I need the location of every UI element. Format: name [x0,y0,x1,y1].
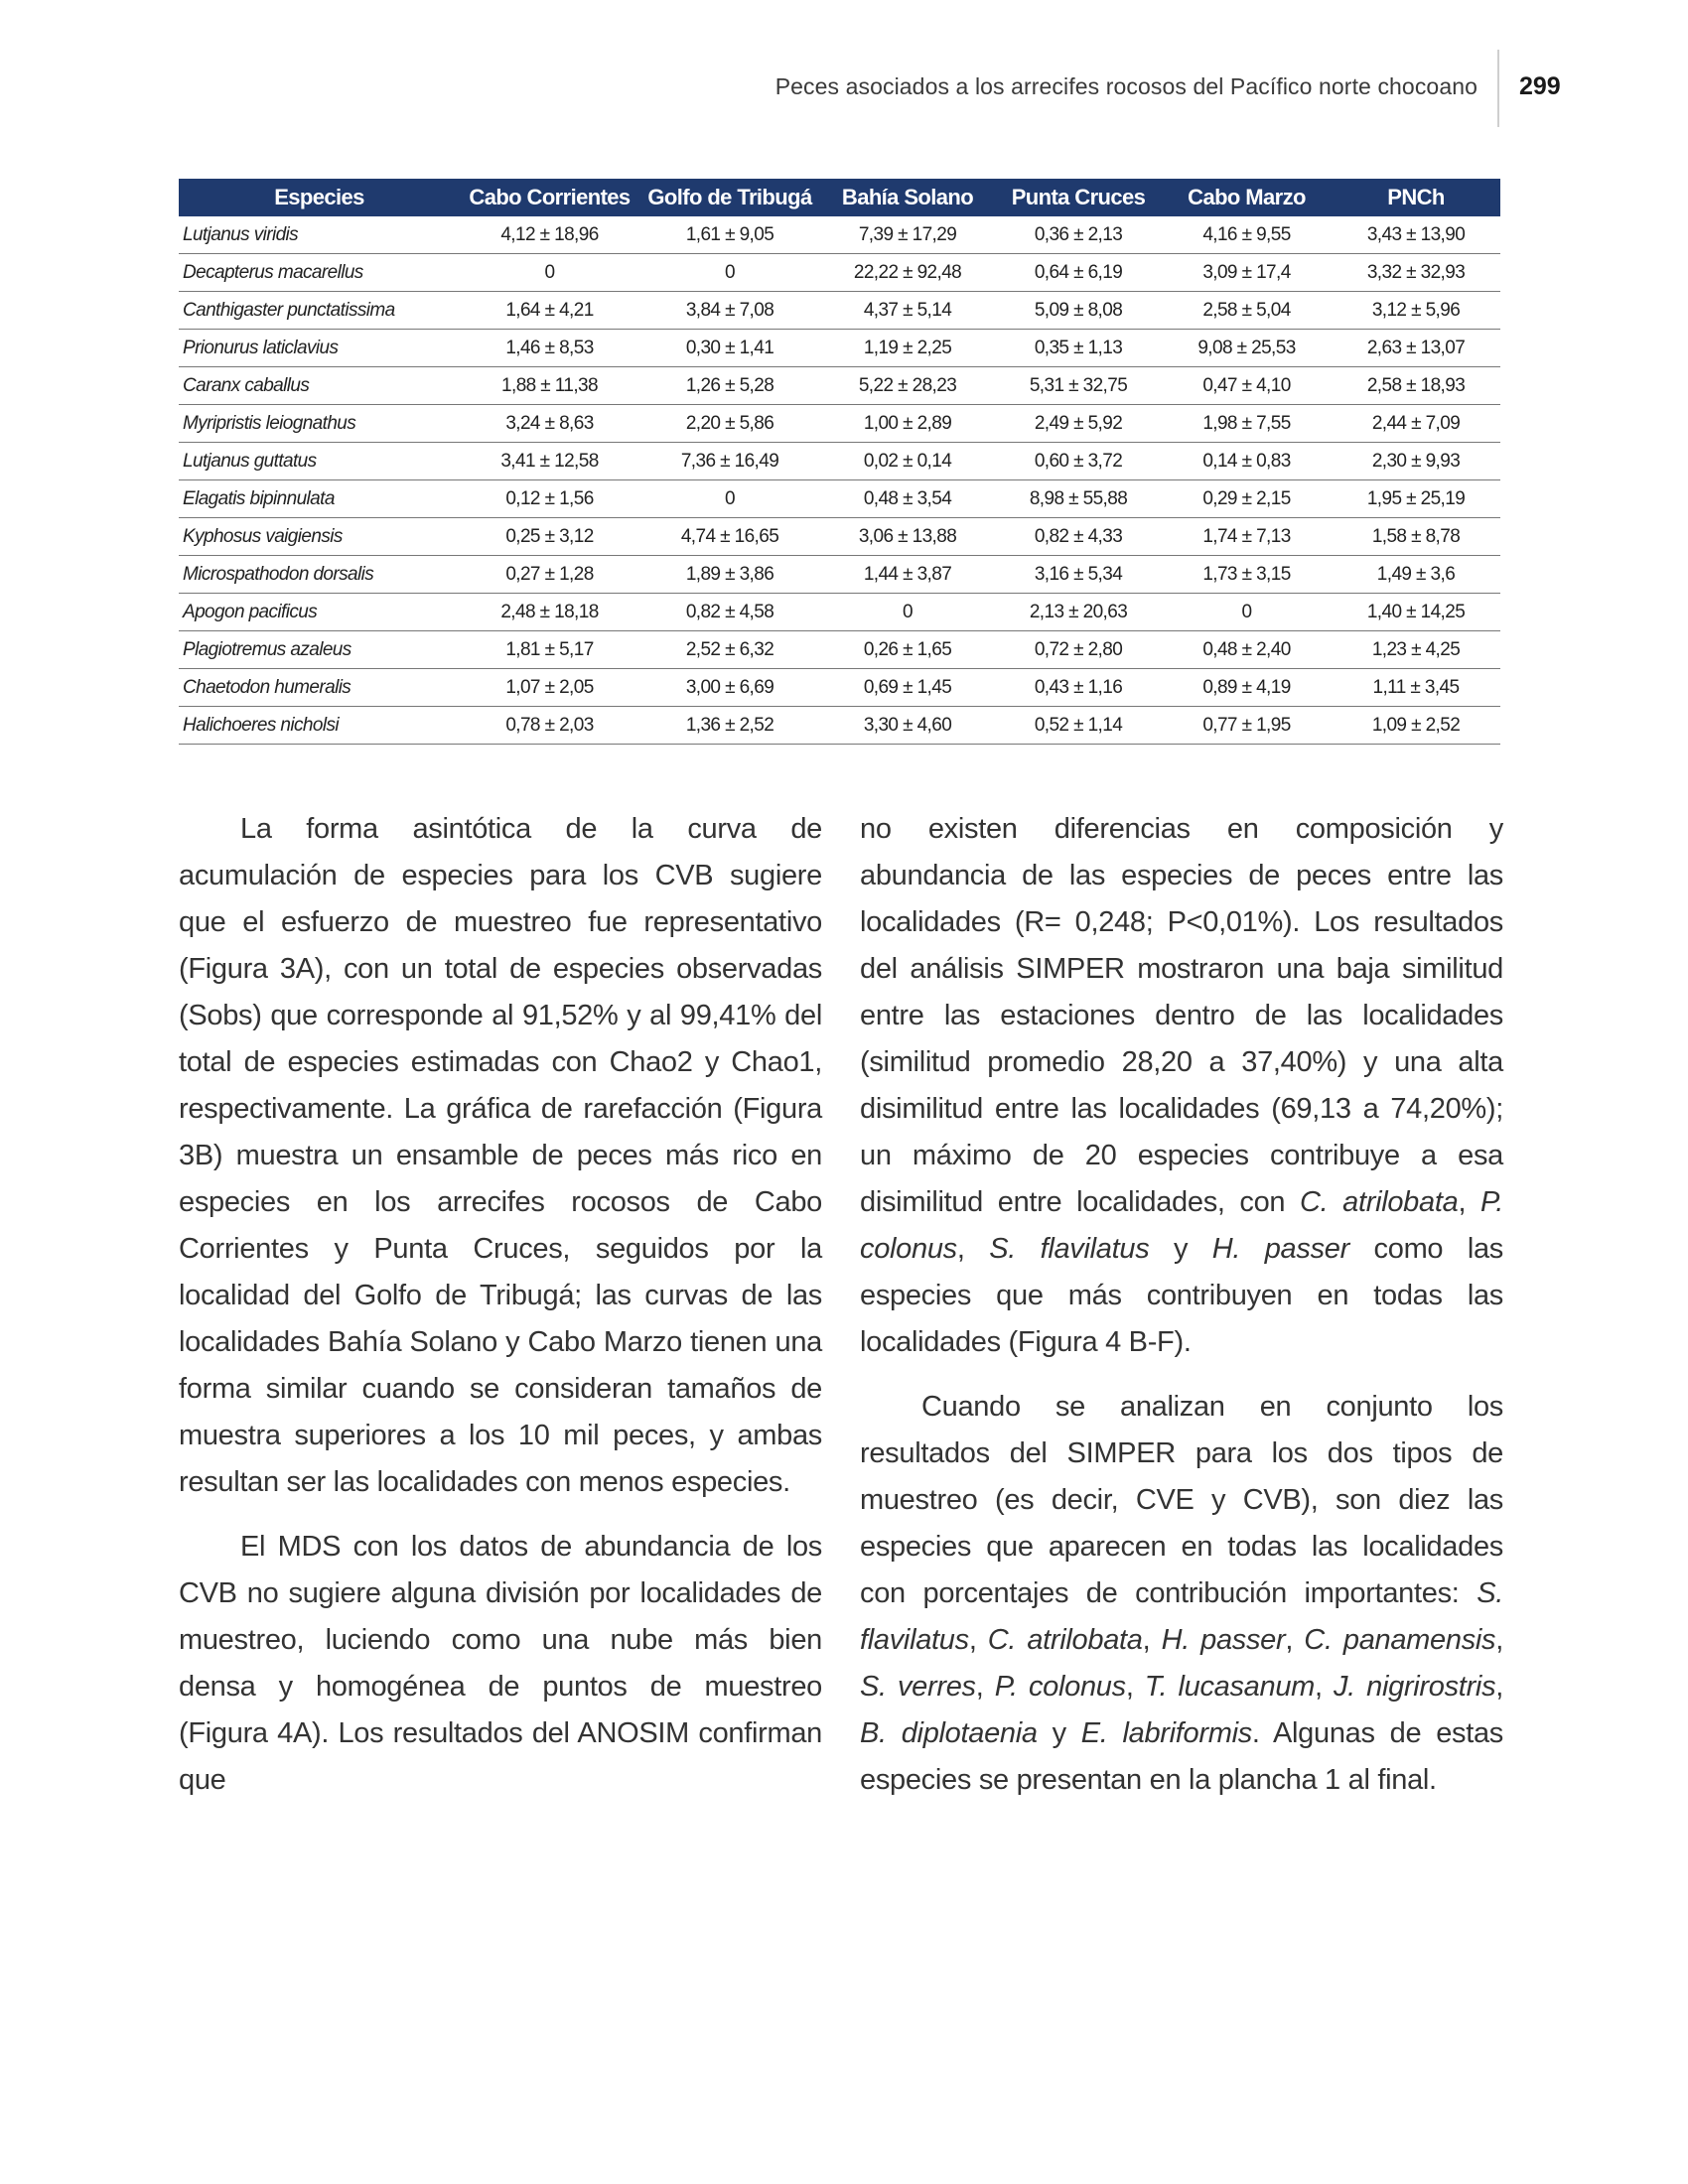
header-divider [1497,50,1499,127]
species-cell: Prionurus laticlavius [179,330,460,367]
value-cell: 1,74 ± 7,13 [1162,518,1332,556]
value-cell: 0,47 ± 4,10 [1162,367,1332,405]
value-cell: 22,22 ± 92,48 [820,254,995,292]
value-cell: 2,44 ± 7,09 [1332,405,1500,443]
value-cell: 1,00 ± 2,89 [820,405,995,443]
value-cell: 2,49 ± 5,92 [995,405,1162,443]
value-cell: 1,58 ± 8,78 [1332,518,1500,556]
table-body [179,216,1500,745]
text-run: y [1037,1717,1081,1749]
value-cell: 3,24 ± 8,63 [460,405,639,443]
value-cell: 7,36 ± 16,49 [639,443,820,480]
value-cell: 1,73 ± 3,15 [1162,556,1332,594]
value-cell: 0,12 ± 1,56 [460,480,639,518]
value-cell: 0 [460,254,639,292]
value-cell: 0,30 ± 1,41 [639,330,820,367]
value-cell: 0,02 ± 0,14 [820,443,995,480]
value-cell: 0 [639,254,820,292]
value-cell: 3,41 ± 12,58 [460,443,639,480]
species-name: H. passer [1211,1233,1349,1265]
body-paragraph [860,1384,1503,1804]
value-cell: 0,48 ± 2,40 [1162,631,1332,669]
text-run: como las especies que más contribuyen en todas las localidades (Figura 4 B-F). [860,1233,1503,1358]
species-cell: Lutjanus guttatus [179,443,460,480]
column-header: Golfo de Tribugá [639,179,820,216]
value-cell: 0 [1162,594,1332,631]
text-run: , [1315,1671,1334,1703]
value-cell: 0,77 ± 1,95 [1162,707,1332,745]
page-number: 299 [1519,72,1561,100]
value-cell: 3,12 ± 5,96 [1332,292,1500,330]
table-row [179,292,1500,330]
value-cell: 1,98 ± 7,55 [1162,405,1332,443]
species-name: C. atrilobata [987,1624,1143,1656]
table-row [179,631,1500,669]
value-cell: 1,49 ± 3,6 [1332,556,1500,594]
left-text-column [179,806,822,1822]
species-name: T. lucasanum [1144,1671,1316,1703]
species-cell: Microspathodon dorsalis [179,556,460,594]
species-abundance-table [179,179,1500,745]
value-cell: 1,23 ± 4,25 [1332,631,1500,669]
table-row [179,594,1500,631]
species-cell: Chaetodon humeralis [179,669,460,707]
value-cell: 5,09 ± 8,08 [995,292,1162,330]
text-run: y [1149,1233,1212,1265]
value-cell: 0,25 ± 3,12 [460,518,639,556]
species-name: E. labriformis [1080,1717,1252,1749]
table-header-row [179,179,1500,216]
value-cell: 3,06 ± 13,88 [820,518,995,556]
column-header: Cabo Corrientes [460,179,639,216]
species-cell: Halichoeres nicholsi [179,707,460,745]
value-cell: 0,14 ± 0,83 [1162,443,1332,480]
value-cell: 3,30 ± 4,60 [820,707,995,745]
value-cell: 1,11 ± 3,45 [1332,669,1500,707]
species-name: S. verres [860,1671,976,1703]
value-cell: 9,08 ± 25,53 [1162,330,1332,367]
value-cell: 0,78 ± 2,03 [460,707,639,745]
value-cell: 4,37 ± 5,14 [820,292,995,330]
right-text-column [860,806,1503,1822]
text-run: , [975,1671,995,1703]
value-cell: 1,36 ± 2,52 [639,707,820,745]
species-cell: Kyphosus vaigiensis [179,518,460,556]
value-cell: 0,27 ± 1,28 [460,556,639,594]
text-run: . Algunas de estas especies se presentan en la plancha 1 al final. [860,1717,1504,1796]
text-run: , [1285,1624,1305,1656]
species-cell: Myripristis leiognathus [179,405,460,443]
value-cell: 5,31 ± 32,75 [995,367,1162,405]
text-run: , [1495,1624,1503,1656]
value-cell: 4,12 ± 18,96 [460,216,639,254]
value-cell: 0,43 ± 1,16 [995,669,1162,707]
value-cell: 1,26 ± 5,28 [639,367,820,405]
value-cell: 0,60 ± 3,72 [995,443,1162,480]
value-cell: 1,19 ± 2,25 [820,330,995,367]
value-cell: 3,16 ± 5,34 [995,556,1162,594]
value-cell: 0,72 ± 2,80 [995,631,1162,669]
species-name: J. nigrirostris [1333,1671,1496,1703]
table-row [179,216,1500,254]
value-cell: 2,58 ± 18,93 [1332,367,1500,405]
text-run: Cuando se analizan en conjunto los resultados del SIMPER para los dos tipos de muestreo (es decir, CVE y CVB), son diez las especies que aparecen en todas las localidades con porcentajes de contribución importantes: [860,1391,1503,1609]
species-cell: Apogon pacificus [179,594,460,631]
text-run: , [956,1233,990,1265]
species-cell: Elagatis bipinnulata [179,480,460,518]
species-name: B. diplotaenia [860,1717,1038,1749]
value-cell: 0,29 ± 2,15 [1162,480,1332,518]
value-cell: 1,07 ± 2,05 [460,669,639,707]
table-row [179,707,1500,745]
value-cell: 3,09 ± 17,4 [1162,254,1332,292]
species-cell: Lutjanus viridis [179,216,460,254]
value-cell: 2,30 ± 9,93 [1332,443,1500,480]
value-cell: 0,89 ± 4,19 [1162,669,1332,707]
value-cell: 0,36 ± 2,13 [995,216,1162,254]
value-cell: 3,00 ± 6,69 [639,669,820,707]
value-cell: 0 [639,480,820,518]
value-cell: 1,44 ± 3,87 [820,556,995,594]
table-row [179,254,1500,292]
value-cell: 3,43 ± 13,90 [1332,216,1500,254]
body-paragraph: La forma asintótica de la curva de acumulación de especies para los CVB sugiere que el esfuerzo de muestreo fue representativo (Figura 3A), con un total de especies observadas (Sobs) que corresponde al 91,52% y al 99,41% del total de especies estimadas con Chao2 y Chao1, respectivamente. La gráfica de rarefacción (Figura 3B) muestra un ensamble de peces más rico en especies en los arrecifes rocosos de Cabo Corrientes y Punta Cruces, seguidos por la localidad del Golfo de Tribugá; las curvas de las localidades Bahía Solano y Cabo Marzo tienen una forma similar cuando se consideran tamaños de muestra superiores a los 10 mil peces, y ambas resultan ser las localidades con menos especies. [179,813,822,1498]
column-header: PNCh [1332,179,1500,216]
value-cell: 0,82 ± 4,33 [995,518,1162,556]
text-run: no existen diferencias en composición y abundancia de las especies de peces entre las localidades (R= 0,248; P<0,01%). Los resultados del análisis SIMPER mostraron una baja similitud entre las estaciones dentro de las localidades (similitud promedio 28,20 a 37,40%) y una alta disimilitud entre las localidades (69,13 a 74,20%); un máximo de 20 especies contribuye a esa disimilitud entre localidades, con [860,813,1503,1218]
value-cell: 5,22 ± 28,23 [820,367,995,405]
species-name: S. flavilatus [989,1233,1150,1265]
table-row [179,518,1500,556]
value-cell: 3,32 ± 32,93 [1332,254,1500,292]
value-cell: 8,98 ± 55,88 [995,480,1162,518]
species-name: H. passer [1161,1624,1286,1656]
value-cell: 1,81 ± 5,17 [460,631,639,669]
running-head-title: Peces asociados a los arrecifes rocosos del Pacífico norte chocoano [774,73,1477,99]
table-row [179,443,1500,480]
value-cell: 2,52 ± 6,32 [639,631,820,669]
value-cell: 0,52 ± 1,14 [995,707,1162,745]
table-row [179,330,1500,367]
value-cell: 0,26 ± 1,65 [820,631,995,669]
species-name: C. atrilobata [1299,1186,1459,1218]
text-run: , [1142,1624,1162,1656]
body-paragraph [860,806,1503,1366]
value-cell: 1,88 ± 11,38 [460,367,639,405]
table-row [179,367,1500,405]
species-name: P. colonus [860,1186,1503,1265]
table-row [179,405,1500,443]
value-cell: 0,69 ± 1,45 [820,669,995,707]
value-cell: 7,39 ± 17,29 [820,216,995,254]
value-cell: 4,74 ± 16,65 [639,518,820,556]
value-cell: 2,20 ± 5,86 [639,405,820,443]
value-cell: 1,89 ± 3,86 [639,556,820,594]
column-header: Bahía Solano [820,179,995,216]
value-cell: 1,09 ± 2,52 [1332,707,1500,745]
value-cell: 1,64 ± 4,21 [460,292,639,330]
text-run: , [1125,1671,1145,1703]
species-name: P. colonus [994,1671,1126,1703]
text-run: , [1458,1186,1480,1218]
table-row [179,556,1500,594]
value-cell: 1,40 ± 14,25 [1332,594,1500,631]
value-cell: 0,82 ± 4,58 [639,594,820,631]
table-row [179,480,1500,518]
column-header: Punta Cruces [995,179,1162,216]
value-cell: 2,13 ± 20,63 [995,594,1162,631]
species-cell: Caranx caballus [179,367,460,405]
value-cell: 3,84 ± 7,08 [639,292,820,330]
value-cell: 0 [820,594,995,631]
species-name: C. panamensis [1304,1624,1496,1656]
column-header: Especies [179,179,460,216]
value-cell: 0,35 ± 1,13 [995,330,1162,367]
value-cell: 1,46 ± 8,53 [460,330,639,367]
species-cell: Decapterus macarellus [179,254,460,292]
value-cell: 0,48 ± 3,54 [820,480,995,518]
value-cell: 1,95 ± 25,19 [1332,480,1500,518]
table-row [179,669,1500,707]
value-cell: 0,64 ± 6,19 [995,254,1162,292]
text-run: , [1495,1671,1504,1703]
species-cell: Plagiotremus azaleus [179,631,460,669]
value-cell: 1,61 ± 9,05 [639,216,820,254]
species-cell: Canthigaster punctatissima [179,292,460,330]
value-cell: 2,58 ± 5,04 [1162,292,1332,330]
value-cell: 4,16 ± 9,55 [1162,216,1332,254]
value-cell: 2,48 ± 18,18 [460,594,639,631]
value-cell: 2,63 ± 13,07 [1332,330,1500,367]
species-name: S. flavilatus [860,1577,1503,1656]
body-paragraph: El MDS con los datos de abundancia de los CVB no sugiere alguna división por localidades de muestreo, luciendo como una nube más bien densa y homogénea de puntos de muestreo (Figura 4A). Los resultados del ANOSIM confirman que [179,1531,822,1796]
column-header: Cabo Marzo [1162,179,1332,216]
text-run: , [968,1624,988,1656]
